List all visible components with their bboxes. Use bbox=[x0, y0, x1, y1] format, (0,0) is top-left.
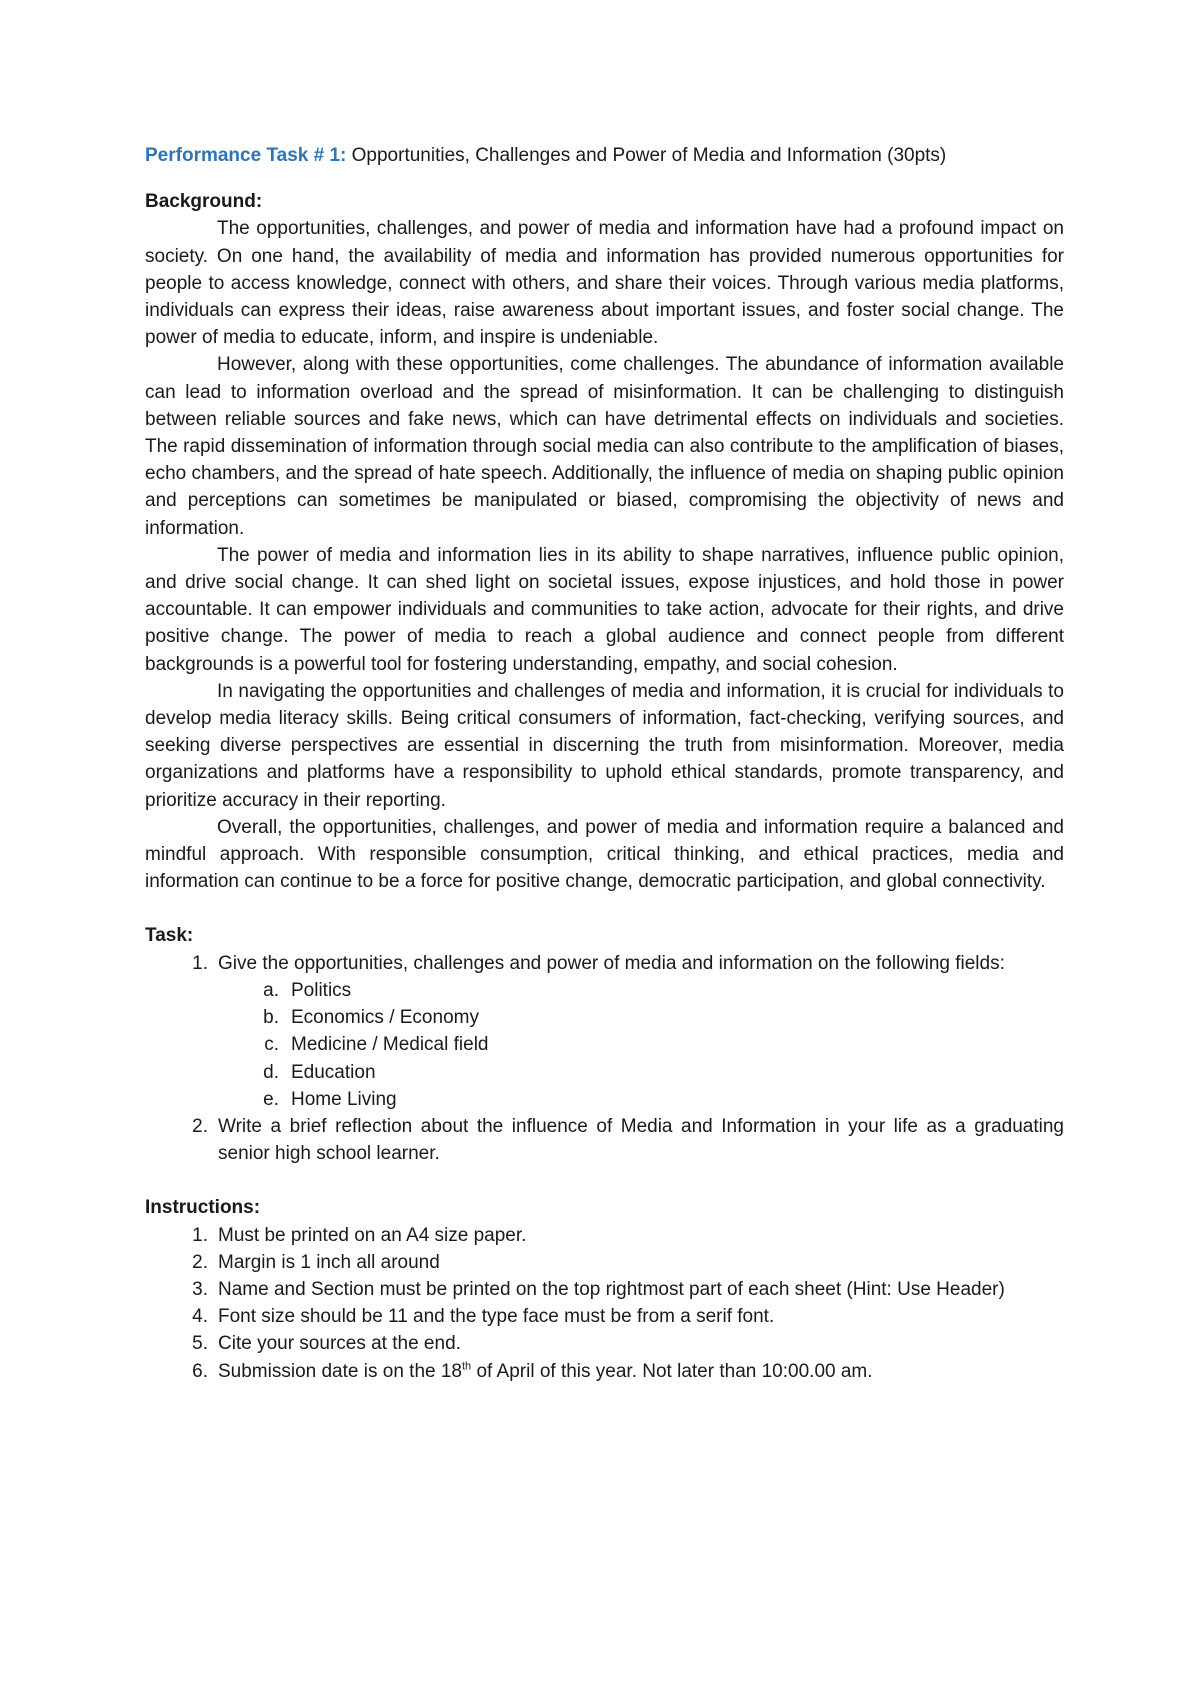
task-title-text: Opportunities, Challenges and Power of Media and Information (30pts) bbox=[346, 145, 947, 166]
field-item-text: Politics bbox=[291, 979, 352, 1001]
task-heading: Task: bbox=[145, 925, 194, 947]
task-title-label: Performance Task # 1: bbox=[145, 145, 347, 166]
background-paragraph-4: In navigating the opportunities and challenges of media and information, it is crucial for individuals to develop media literacy skills. Being critical consumers of information, fact-checking, verifying sources, and seeking diverse perspectives are essential in discerning the truth from misinformation. Moreover, media organizations and platforms have a responsibility to uphold ethical standards, promote transparency, and prioritize accuracy in their reporting. bbox=[145, 680, 1064, 811]
background-paragraph-2: However, along with these opportunities, come challenges. The abundance of information available can lead to information overload and the spread of misinformation. It can be challenging to distinguish between reliable sources and fake news, which can have detrimental effects on individuals and societies. The rapid dissemination of information through social media can also contribute to the amplification of biases, echo chambers, and the spread of hate speech. Additionally, the influence of media on shaping public opinion and perceptions can sometimes be manipulated or biased, compromising the objectivity of news and information. bbox=[145, 354, 1064, 539]
task-item-marker: 2. bbox=[192, 1115, 208, 1137]
task-list bbox=[145, 950, 1064, 1168]
task-item-2 bbox=[192, 1113, 1064, 1167]
instruction-text: Name and Section must be printed on the top rightmost part of each sheet (Hint: Use Header) bbox=[218, 1278, 1005, 1300]
task-item-text: Write a brief reflection about the influence of Media and Information in your life as a graduating senior high school learner. bbox=[218, 1115, 1064, 1165]
task-item-1 bbox=[192, 950, 1064, 1113]
field-item-text: Home Living bbox=[291, 1088, 397, 1110]
background-paragraph-1: The opportunities, challenges, and power of media and information have had a profound impact on society. On one hand, the availability of media and information has provided numerous opportunities for people to access knowledge, connect with others, and share their voices. Through various media platforms, individuals can express their ideas, raise awareness about important issues, and foster social change. The power of media to educate, inform, and inspire is undeniable. bbox=[145, 218, 1064, 349]
field-item bbox=[263, 1086, 1064, 1113]
background-paragraph-3: The power of media and information lies in its ability to shape narratives, influence public opinion, and drive social change. It can shed light on societal issues, expose injustices, and hold those in power accountable. It can empower individuals and communities to take action, advocate for their rights, and drive positive change. The power of media to reach a global audience and connect people from different backgrounds is a powerful tool for fostering understanding, empathy, and social cohesion. bbox=[145, 544, 1064, 675]
field-item-marker: e. bbox=[263, 1088, 279, 1110]
instruction-text-after: of April of this year. Not later than 10:00.00 am. bbox=[471, 1360, 873, 1382]
field-item bbox=[263, 1059, 1064, 1086]
instruction-marker: 4. bbox=[192, 1306, 208, 1328]
field-item bbox=[263, 1004, 1064, 1031]
instruction-text-before: Submission date is on the 18 bbox=[218, 1360, 462, 1382]
instruction-marker: 5. bbox=[192, 1333, 208, 1355]
instruction-marker: 6. bbox=[192, 1360, 208, 1382]
field-item-text: Education bbox=[291, 1061, 376, 1083]
instruction-text: Margin is 1 inch all around bbox=[218, 1251, 440, 1273]
instructions-list bbox=[145, 1222, 1064, 1385]
spacer bbox=[145, 1167, 1064, 1194]
ordinal-superscript: th bbox=[462, 1360, 472, 1373]
instruction-item bbox=[192, 1358, 1064, 1385]
background-paragraph-5: Overall, the opportunities, challenges, and power of media and information require a balanced and mindful approach. With responsible consumption, critical thinking, and ethical practices, media and information can continue to be a force for positive change, democratic participation, and global connectivity. bbox=[145, 816, 1064, 893]
instruction-text: Cite your sources at the end. bbox=[218, 1333, 461, 1355]
task-item-marker: 1. bbox=[192, 952, 208, 974]
instruction-text: Must be printed on an A4 size paper. bbox=[218, 1224, 527, 1246]
instruction-item bbox=[192, 1222, 1064, 1249]
field-item-marker: c. bbox=[264, 1034, 279, 1056]
spacer bbox=[145, 895, 1064, 922]
instruction-item bbox=[192, 1303, 1064, 1330]
instruction-text: Font size should be 11 and the type face must be from a serif font. bbox=[218, 1306, 775, 1328]
field-item-marker: d. bbox=[263, 1061, 279, 1083]
instruction-item bbox=[192, 1276, 1064, 1303]
field-item-text: Economics / Economy bbox=[291, 1007, 479, 1029]
fields-list bbox=[218, 977, 1064, 1113]
task-item-text: Give the opportunities, challenges and power of media and information on the following fields: bbox=[218, 952, 1005, 974]
field-item bbox=[263, 977, 1064, 1004]
field-item-marker: a. bbox=[263, 979, 279, 1001]
instruction-marker: 1. bbox=[192, 1224, 208, 1246]
instruction-marker: 2. bbox=[192, 1251, 208, 1273]
instruction-item bbox=[192, 1330, 1064, 1357]
instruction-marker: 3. bbox=[192, 1278, 208, 1300]
background-heading: Background: bbox=[145, 191, 263, 213]
instructions-heading: Instructions: bbox=[145, 1197, 261, 1219]
task-title bbox=[145, 142, 1064, 169]
instruction-item bbox=[192, 1249, 1064, 1276]
field-item bbox=[264, 1031, 1064, 1058]
field-item-text: Medicine / Medical field bbox=[291, 1034, 489, 1056]
field-item-marker: b. bbox=[263, 1007, 279, 1029]
